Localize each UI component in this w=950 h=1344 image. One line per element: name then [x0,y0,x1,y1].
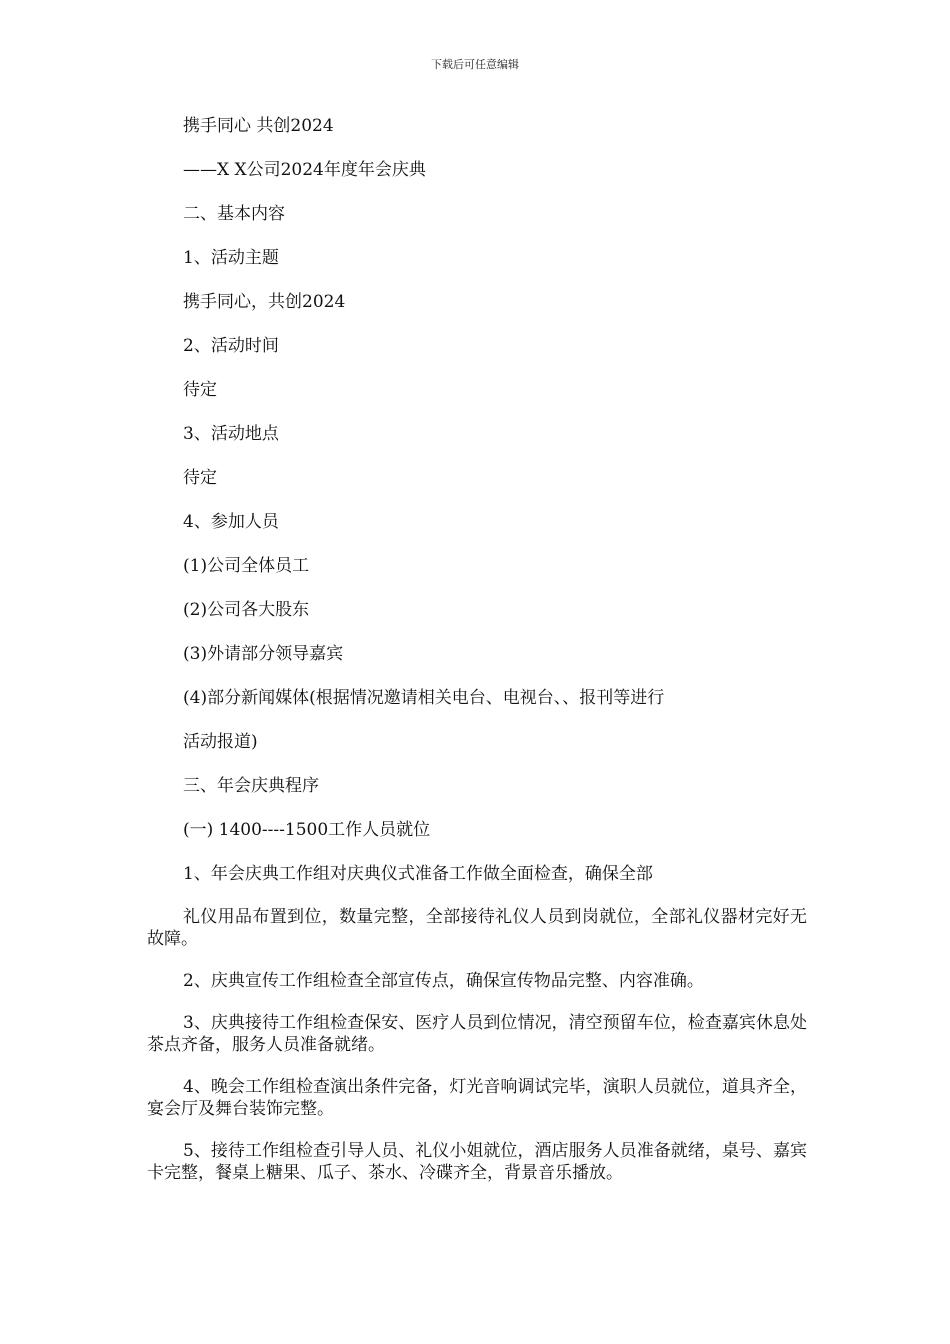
header-note: 下载后可任意编辑 [431,58,519,71]
list-item: (2)公司各大股东 [183,600,310,620]
document-body [147,114,807,1204]
paragraph: 2、庆典宣传工作组检查全部宣传点，确保宣传物品完整、内容准确。 [183,971,704,991]
paragraph: 5、接待工作组检查引导人员、礼仪小姐就位，酒店服务人员准备就绪，桌号、嘉宾卡完整，餐桌上糖果、瓜子、茶水、冷碟齐全，背景音乐播放。 [147,1141,807,1183]
section-heading: 三、年会庆典程序 [183,776,319,796]
item-heading: 4、参加人员 [183,512,279,532]
item-heading: 3、活动地点 [183,424,279,444]
item-text: 待定 [183,380,217,400]
section-heading: 二、基本内容 [183,204,285,224]
item-text: 1、年会庆典工作组对庆典仪式准备工作做全面检查，确保全部 [183,864,653,884]
list-item-continued: 活动报道) [183,732,258,752]
item-heading: 2、活动时间 [183,336,279,356]
list-item: (1)公司全体员工 [183,556,310,576]
item-text: 待定 [183,468,217,488]
paragraph: 4、晚会工作组检查演出条件完备，灯光音响调试完毕，演职人员就位，道具齐全，宴会厅及舞台装饰完整。 [147,1077,807,1119]
list-item: (4)部分新闻媒体(根据情况邀请相关电台、电视台、、报刊等进行 [183,688,665,708]
paragraph: 礼仪用品布置到位，数量完整，全部接待礼仪人员到岗就位，全部礼仪器材完好无故障。 [147,907,807,949]
subsection-heading: (一) 1400----1500工作人员就位 [183,820,431,840]
doc-subtitle: ——X X公司2024年度年会庆典 [183,160,426,180]
paragraph: 3、庆典接待工作组检查保安、医疗人员到位情况，清空预留车位，检查嘉宾休息处茶点齐备，服务人员准备就绪。 [147,1013,807,1055]
list-item: (3)外请部分领导嘉宾 [183,644,344,664]
item-heading: 1、活动主题 [183,248,279,268]
item-text: 携手同心，共创2024 [183,292,346,312]
doc-title: 携手同心 共创2024 [183,116,334,136]
